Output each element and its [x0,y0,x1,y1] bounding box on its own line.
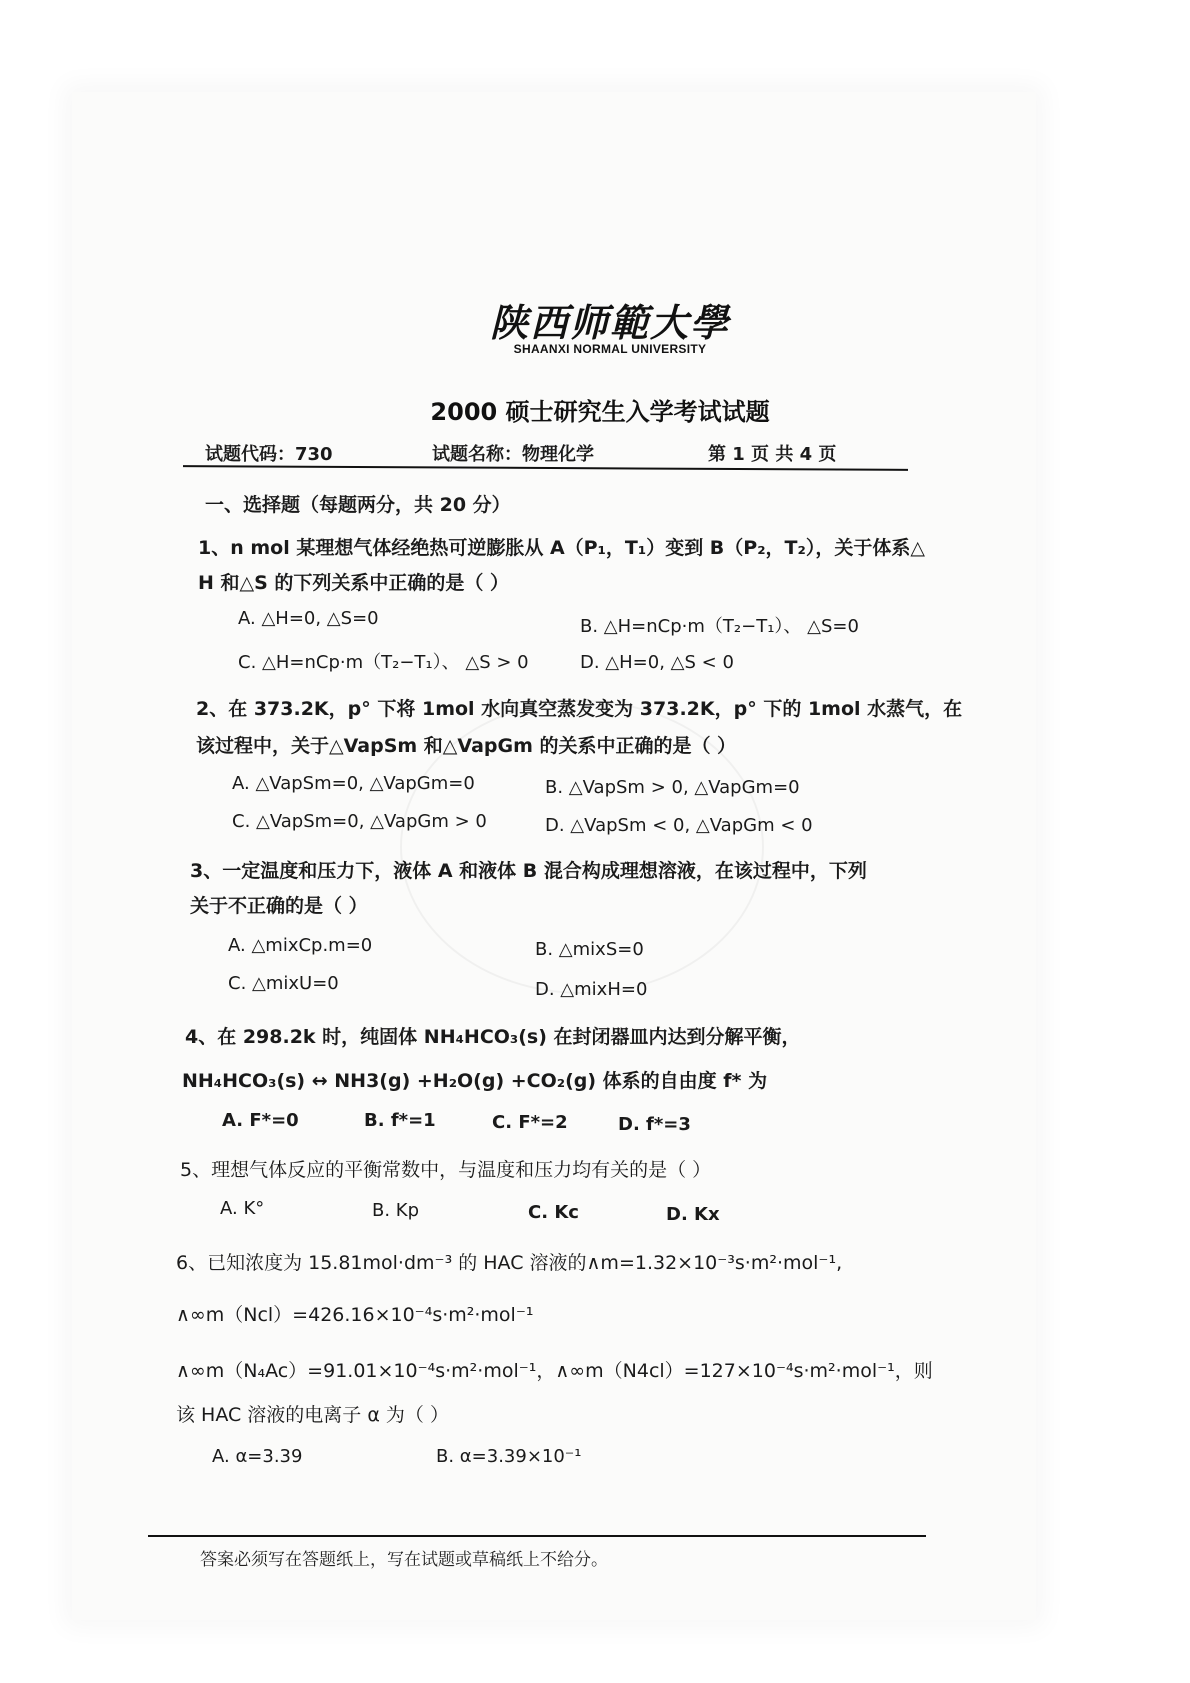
exam-subject: 试题名称：物理化学 [432,444,594,465]
question-6-option-a: A. α=3.39 [212,1446,303,1467]
question-6-line-2: ∧∞m（Ncl）=426.16×10⁻⁴s·m²·mol⁻¹ [176,1304,534,1326]
question-2-option-d: D. △VapSm < 0, △VapGm < 0 [545,815,813,836]
question-6-line-4: 该 HAC 溶液的电离子 α 为（ ） [176,1404,449,1426]
question-6-line-1: 6、已知浓度为 15.81mol·dm⁻³ 的 HAC 溶液的∧m=1.32×10⁻³s·m²·mol⁻¹, [176,1252,843,1274]
question-4-line-1: 4、在 298.2k 时，纯固体 NH₄HCO₃(s) 在封闭器皿内达到分解平衡， [185,1026,801,1048]
question-4-option-d: D. f*=3 [618,1114,691,1135]
question-3-option-a: A. △mixCp.m=0 [228,935,373,956]
question-3-line-2: 关于不正确的是（ ） [190,895,368,917]
question-3-line-1: 3、一定温度和压力下，液体 A 和液体 B 混合构成理想溶液，在该过程中，下列 [190,860,867,882]
question-1-line-1: 1、n mol 某理想气体经绝热可逆膨胀从 A（P₁，T₁）变到 B（P₂，T₂），关于体系△ [198,537,925,559]
exam-code: 试题代码：730 [205,444,333,465]
question-4-line-2: NH₄HCO₃(s) ↔ NH3(g) +H₂O(g) +CO₂(g) 体系的自由度 f* 为 [182,1070,768,1092]
question-6-line-3: ∧∞m（N₄Ac）=91.01×10⁻⁴s·m²·mol⁻¹，∧∞m（N4cl）=127×10⁻⁴s·m²·mol⁻¹，则 [176,1360,933,1382]
question-2-option-b: B. △VapSm > 0, △VapGm=0 [545,777,800,798]
university-logo-calligraphy: 陕西师範大學 [489,300,730,345]
question-1-option-a: A. △H=0, △S=0 [238,608,379,629]
question-6-option-b: B. α=3.39×10⁻¹ [436,1446,582,1467]
question-1-option-b: B. △H=nCp·m（T₂−T₁）、 △S=0 [580,616,859,637]
exam-title: 2000 硕士研究生入学考试试题 [430,398,770,426]
question-4-option-a: A. F*=0 [222,1110,299,1131]
question-4-option-b: B. f*=1 [364,1110,436,1131]
question-5-line-1: 5、理想气体反应的平衡常数中，与温度和压力均有关的是（ ） [180,1159,712,1181]
question-5-option-b: B. Kp [372,1200,420,1221]
section-heading: 一、选择题（每题两分，共 20 分） [205,494,511,516]
question-2-line-2: 该过程中，关于△VapSm 和△VapGm 的关系中正确的是（ ） [196,735,737,757]
footer-divider [148,1535,926,1537]
question-5-option-c: C. Kc [528,1202,579,1223]
question-2-option-c: C. △VapSm=0, △VapGm > 0 [232,811,487,832]
question-3-option-d: D. △mixH=0 [535,979,648,1000]
university-logo-english: SHAANXI NORMAL UNIVERSITY [513,342,707,356]
question-1-option-c: C. △H=nCp·m（T₂−T₁）、 △S > 0 [238,652,529,673]
page-number: 第 1 页 共 4 页 [708,444,837,465]
question-4-option-c: C. F*=2 [492,1112,568,1133]
question-2-line-1: 2、在 373.2K，p° 下将 1mol 水向真空蒸发变为 373.2K，p° 下的 1mol 水蒸气，在 [196,698,963,720]
footer-instruction: 答案必须写在答题纸上，写在试题或草稿纸上不给分。 [200,1550,608,1570]
question-3-option-c: C. △mixU=0 [228,973,339,994]
question-5-option-a: A. K° [220,1198,265,1219]
question-1-option-d: D. △H=0, △S < 0 [580,652,734,673]
question-1-line-2: H 和△S 的下列关系中正确的是（ ） [198,572,510,594]
question-2-option-a: A. △VapSm=0, △VapGm=0 [232,773,475,794]
question-5-option-d: D. Kx [666,1204,720,1225]
question-3-option-b: B. △mixS=0 [535,939,644,960]
